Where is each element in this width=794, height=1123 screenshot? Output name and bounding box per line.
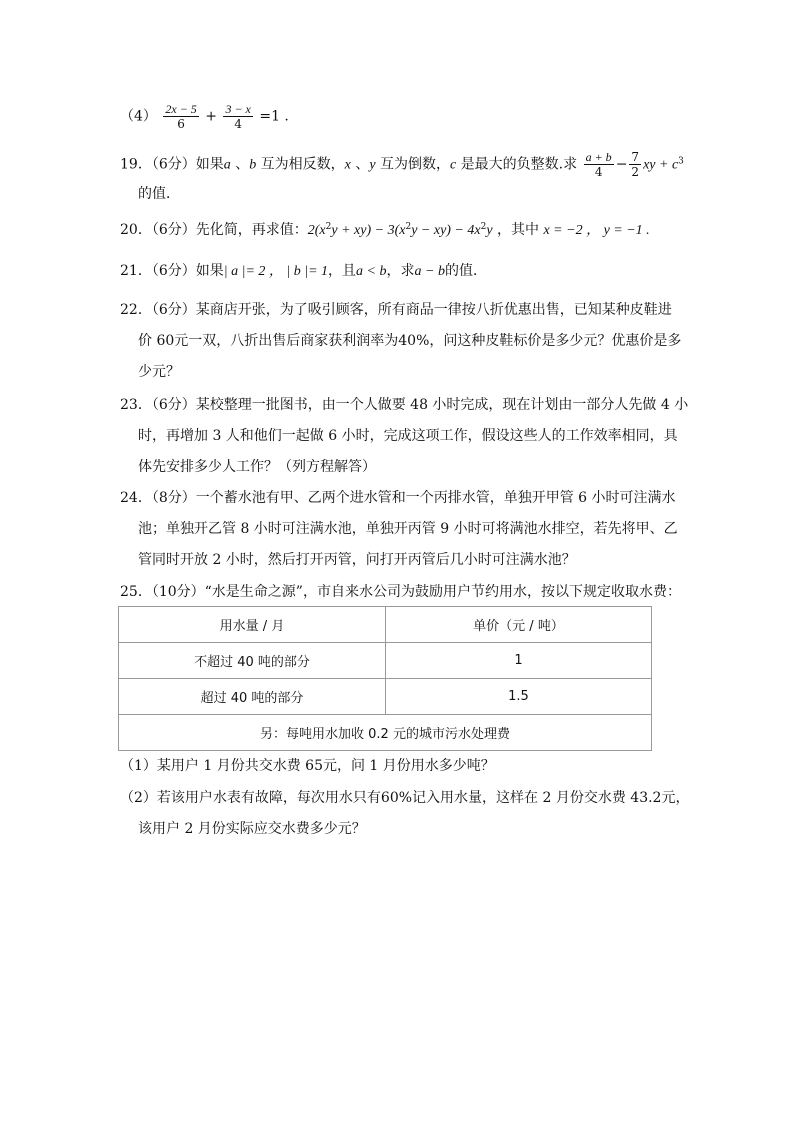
table-header-cell: 单价（元 / 吨） xyxy=(386,607,652,643)
question-24-line3: 管同时开放 2 小时，然后打开丙管，问打开丙管后几小时可注满水池？ xyxy=(138,552,576,568)
table-header-cell: 用水量 / 月 xyxy=(119,607,386,643)
question-23-line2: 时，再增加 3 人和他们一起做 6 小时，完成这项工作，假设这些人的工作效率相同，具 xyxy=(138,428,678,444)
fraction-2: $\frac{3 - x}{4}$ xyxy=(225,102,251,131)
question-25-sub2-line2: 该用户 2 月份实际应交水费多少元？ xyxy=(138,821,366,837)
question-22-line3: 少元？ xyxy=(138,364,180,380)
table-cell: 不超过 40 吨的部分 xyxy=(119,643,386,679)
table-row xyxy=(119,679,652,715)
question-20: 20．（6分）先化简，再求值：$2(x^2y + xy) - 3(x^2y - xy) - 4x^2y$ ，其中 x = −2 ， y = −1 . xyxy=(120,222,650,238)
question-24-line1: 24．（8分）一个蓄水池有甲、乙两个进水管和一个丙排水管，单独开甲管 6 小时可注满水 xyxy=(120,490,676,506)
table-cell: 超过 40 吨的部分 xyxy=(119,679,386,715)
question-19-line2: 的值． xyxy=(138,186,180,202)
question-25-sub2-line1: （2）若该用户水表有故障，每次用水只有60%记入用水量，这样在 2 月份交水费 43.2元， xyxy=(120,790,690,806)
question-18-part4: （4） $\frac{2x - 5}{6}$ + $\frac{3 - x}{4}$ =1 . xyxy=(120,102,289,131)
table-footer-row xyxy=(119,715,652,751)
fraction-7-2: $\frac{7}{2}$ xyxy=(631,150,640,179)
question-23-line3: 体先安排多少人工作？（列方程解答） xyxy=(138,459,376,475)
question-22-line2: 价 60元一双，八折出售后商家获利润率为40%，问这种皮鞋标价是多少元？优惠价是多 xyxy=(138,333,682,349)
question-25-sub1: （1）某用户 1 月份共交水费 65元，问 1 月份用水多少吨？ xyxy=(120,758,495,774)
table-cell: 1.5 xyxy=(386,679,652,715)
question-24-line2: 池；单独开乙管 8 小时可注满水池，单独开丙管 9 小时可将满池水排空，若先将甲、乙 xyxy=(138,521,678,537)
fraction-1: $\frac{2x - 5}{6}$ xyxy=(165,102,197,131)
water-fee-table xyxy=(118,606,652,751)
question-21: 21．（6分）如果| a |= 2 ， | b |= 1，且a < b，求a − b的值． xyxy=(120,263,487,279)
part-label: （4） xyxy=(120,108,157,125)
table-footer-cell: 另：每吨用水加收 0.2 元的城市污水处理费 xyxy=(119,715,652,751)
question-23-line1: 23．（6分）某校整理一批图书，由一个人做要 48 小时完成，现在计划由一部分人先做 4 小 xyxy=(120,397,689,413)
table-header-row xyxy=(119,607,652,643)
fraction-ab: $\frac{a + b}{4}$ xyxy=(585,150,612,179)
question-19: 19．（6分）如果a 、b 互为相反数，x 、y 互为倒数，c 是最大的负整数.求 $\frac{a + b}{4}$ − $\frac{7}{2}$ xy + $c^3$ xyxy=(120,150,684,179)
question-22-line1: 22．（6分）某商店开张，为了吸引顾客，所有商品一律按八折优惠出售，已知某种皮鞋进 xyxy=(120,302,672,318)
table-row xyxy=(119,643,652,679)
question-25-line1: 25．（10分）“水是生命之源”，市自来水公司为鼓励用户节约用水，按以下规定收取水费： xyxy=(120,584,681,600)
table-cell: 1 xyxy=(386,643,652,679)
